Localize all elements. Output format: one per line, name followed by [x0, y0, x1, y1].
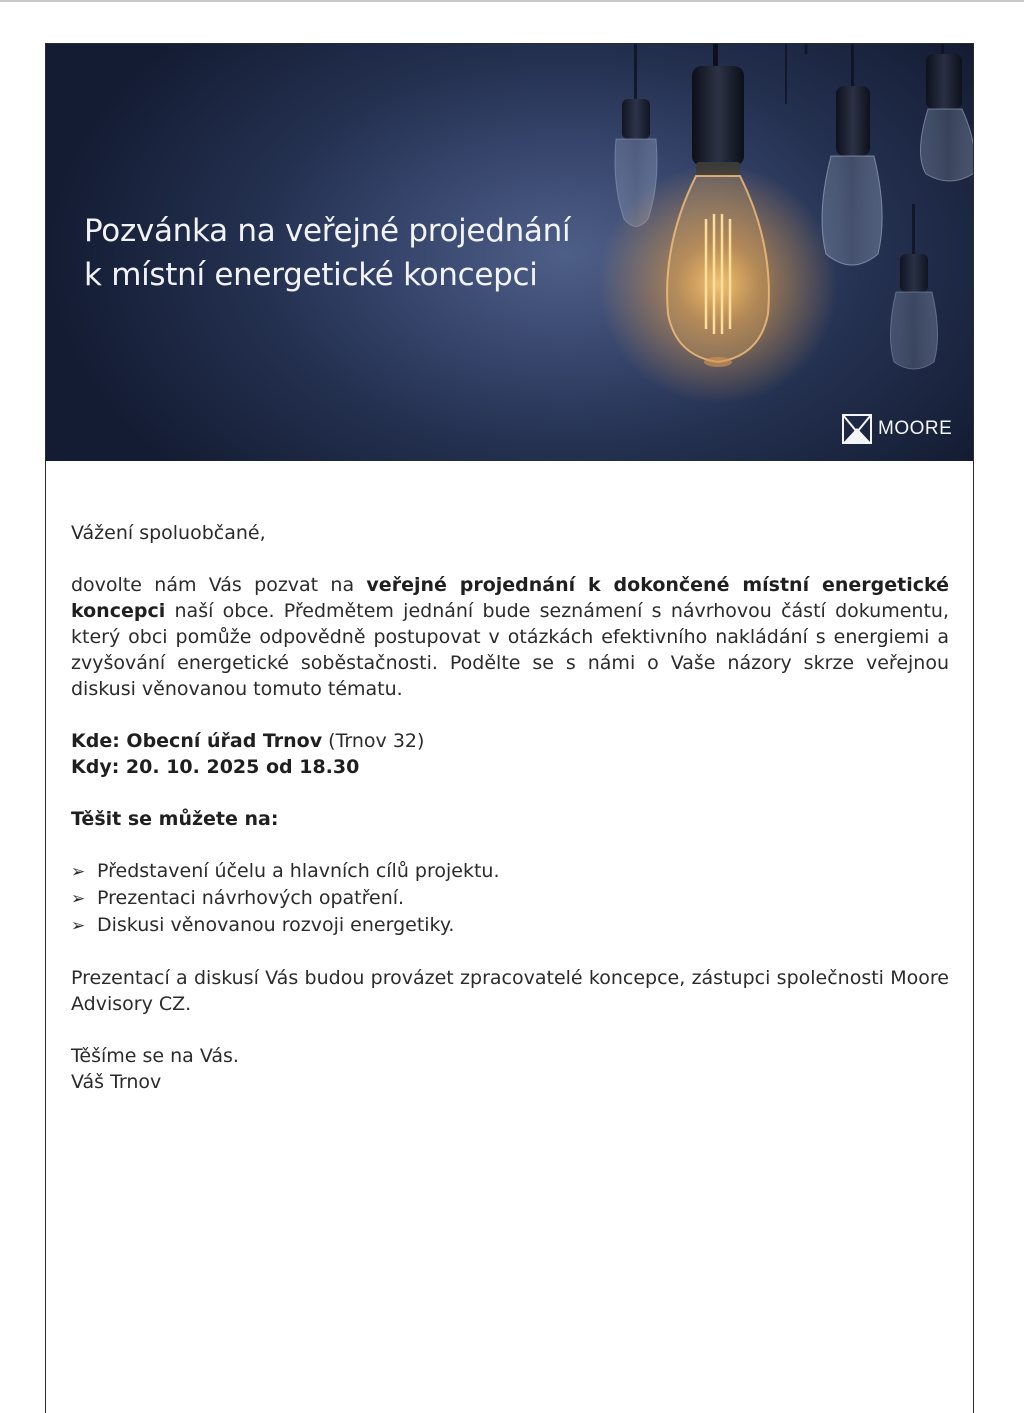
arrow-bullet-icon: ➢ — [71, 889, 86, 909]
greeting: Vážení spoluobčané, — [71, 522, 266, 544]
banner-title — [84, 209, 570, 297]
list-item-text: Diskusi věnovanou rozvoji energetiky. — [97, 914, 455, 936]
arrow-bullet-icon: ➢ — [71, 916, 86, 936]
arrow-bullet-icon: ➢ — [71, 862, 86, 882]
banner-title-line-2: k místní energetické koncepci — [84, 257, 538, 293]
closing-line: Těšíme se na Vás. — [71, 1045, 239, 1067]
event-date-time: Kdy: 20. 10. 2025 od 18.30 — [71, 756, 360, 778]
letter-body — [71, 520, 949, 1121]
header-banner — [46, 44, 973, 461]
list-item — [71, 885, 949, 912]
moore-logo-icon — [842, 414, 872, 444]
scan-edge — [0, 0, 1024, 2]
expect-heading — [71, 806, 949, 832]
invitation-page — [45, 43, 974, 1413]
moore-logo — [842, 414, 952, 444]
signature: Váš Trnov — [71, 1071, 162, 1093]
bulb-lower-right — [890, 204, 937, 369]
intro-end: naší obce. Předmětem jednání bude seznámení s návrhovou částí dokumentu, který obci pomůže odpovědně postupovat v otázkách efektivního nakládání s energiemi a zvyšování energetické soběstačnosti. Podělte se s námi o Vaše názory skrze veřejnou diskusi věnovanou tomuto tématu. — [71, 600, 949, 700]
intro-paragraph — [71, 572, 949, 702]
banner-title-line-1: Pozvánka na veřejné projednání — [84, 213, 571, 249]
intro-start: dovolte nám Vás pozvat na — [71, 574, 367, 596]
presenters-paragraph: Prezentací a diskusí Vás budou provázet zpracovatelé koncepce, zástupci společnosti Moore Advisory CZ. — [71, 967, 949, 1015]
event-details — [71, 728, 949, 780]
list-item-text: Prezentaci návrhových opatření. — [97, 887, 405, 909]
event-location — [71, 728, 949, 754]
expect-heading-text: Těšit se můžete na: — [71, 808, 279, 830]
list-item — [71, 912, 949, 939]
list-item-text: Představení účelu a hlavních cílů projektu. — [97, 860, 500, 882]
bulb-far-right — [920, 44, 973, 181]
intro-highlight: veřejné projednání k dokončené místní energetické koncepci — [71, 574, 949, 622]
event-location-label: Kde: Obecní úřad Trnov — [71, 730, 323, 752]
bulb-right-middle — [822, 44, 882, 265]
moore-logo-text: MOORE — [878, 418, 953, 439]
closing-block — [71, 1043, 949, 1095]
event-location-detail: (Trnov 32) — [322, 730, 425, 752]
agenda-list — [71, 858, 949, 939]
list-item — [71, 858, 949, 885]
